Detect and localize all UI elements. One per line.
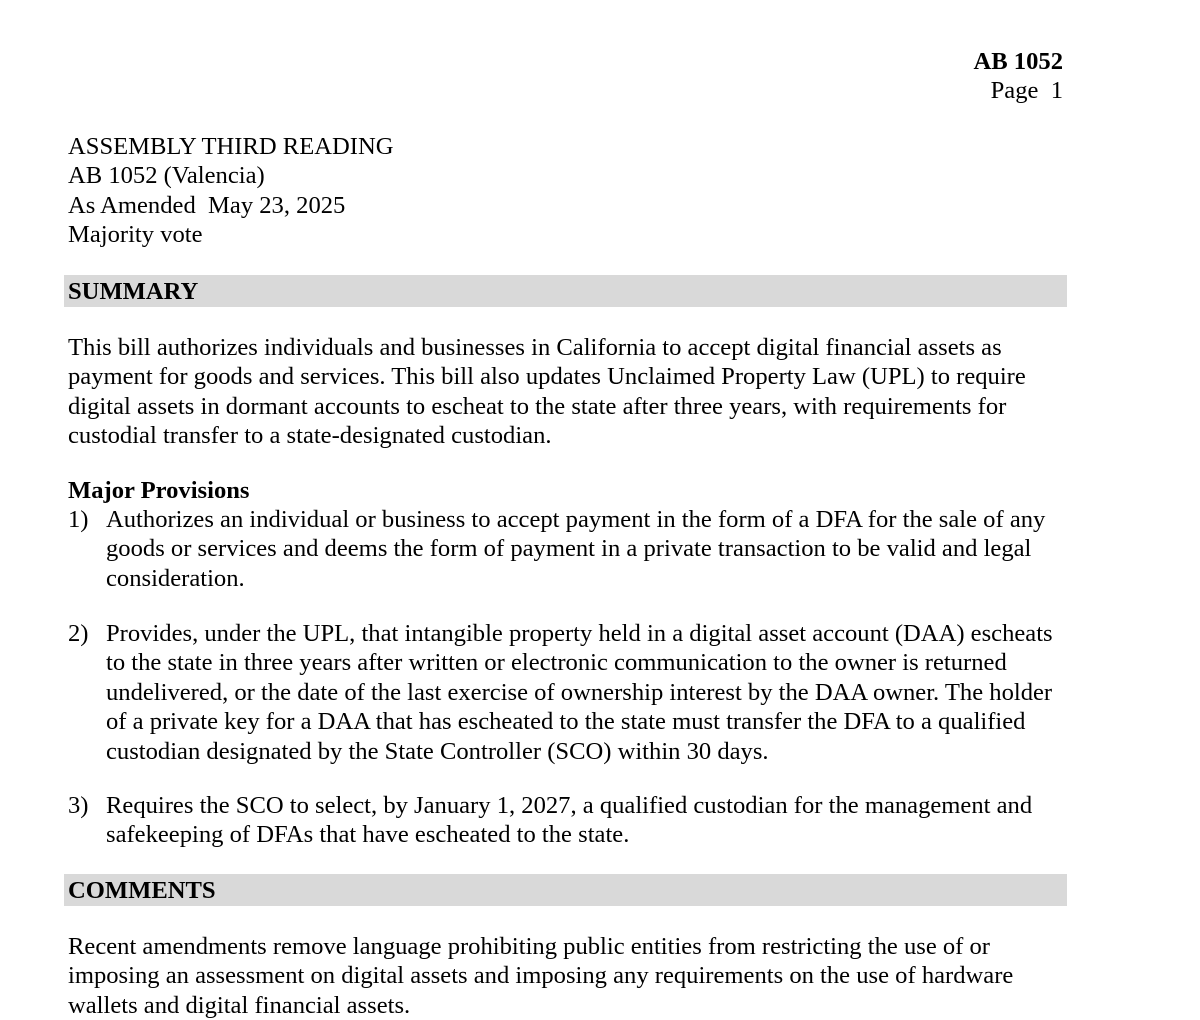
amended-date: As Amended May 23, 2025: [68, 191, 346, 219]
summary-section-bar: [64, 275, 1067, 307]
comments-heading: COMMENTS: [68, 877, 216, 904]
summary-paragraph: This bill authorizes individuals and businesses in California to accept digital financial assets as payment for goods and services. This bill also updates Unclaimed Property Law (UPL) to require digital assets in dormant accounts to escheat to the state after three years, with requirements for custodial transfer to a state-designated custodian.: [68, 334, 1026, 450]
major-provisions-heading: Major Provisions: [68, 477, 250, 504]
header-bill-number: AB 1052: [973, 48, 1063, 75]
provision-item: [68, 619, 1068, 766]
provision-number: 3): [68, 792, 89, 819]
provision-text: Provides, under the UPL, that intangible property held in a digital asset account (DAA) escheats to the state in three years after written or electronic communication to the owner is returned undelivered, or the date of the last exercise of ownership interest by the DAA owner. The holder of a private key for a DAA that has escheated to the state must transfer the DFA to a qualified custodian designated by the State Controller (SCO) within 30 days.: [106, 620, 1053, 765]
comments-paragraph: Recent amendments remove language prohibiting public entities from restricting the use of or imposing an assessment on digital assets and imposing any requirements on the use of hardware wallets and digital financial assets.: [68, 933, 1014, 1019]
page-header: [973, 47, 1063, 106]
provision-number: 2): [68, 620, 89, 647]
provision-text: Requires the SCO to select, by January 1, 2027, a qualified custodian for the management and safekeeping of DFAs that have escheated to the state.: [106, 792, 1033, 849]
provision-number: 1): [68, 506, 89, 533]
bill-meta: [68, 132, 393, 250]
header-page-number: Page 1: [990, 77, 1063, 105]
summary-heading: SUMMARY: [68, 278, 199, 305]
provision-text: Authorizes an individual or business to accept payment in the form of a DFA for the sale of any goods or services and deems the form of payment in a private transaction to be valid and legal consideration.: [106, 506, 1046, 592]
provision-item: [68, 505, 1068, 593]
provision-item: [68, 791, 1068, 850]
bill-author: AB 1052 (Valencia): [68, 162, 265, 190]
comments-section-bar: [64, 874, 1067, 906]
vote-type: Majority vote: [68, 221, 203, 249]
reading-title: ASSEMBLY THIRD READING: [68, 133, 394, 160]
